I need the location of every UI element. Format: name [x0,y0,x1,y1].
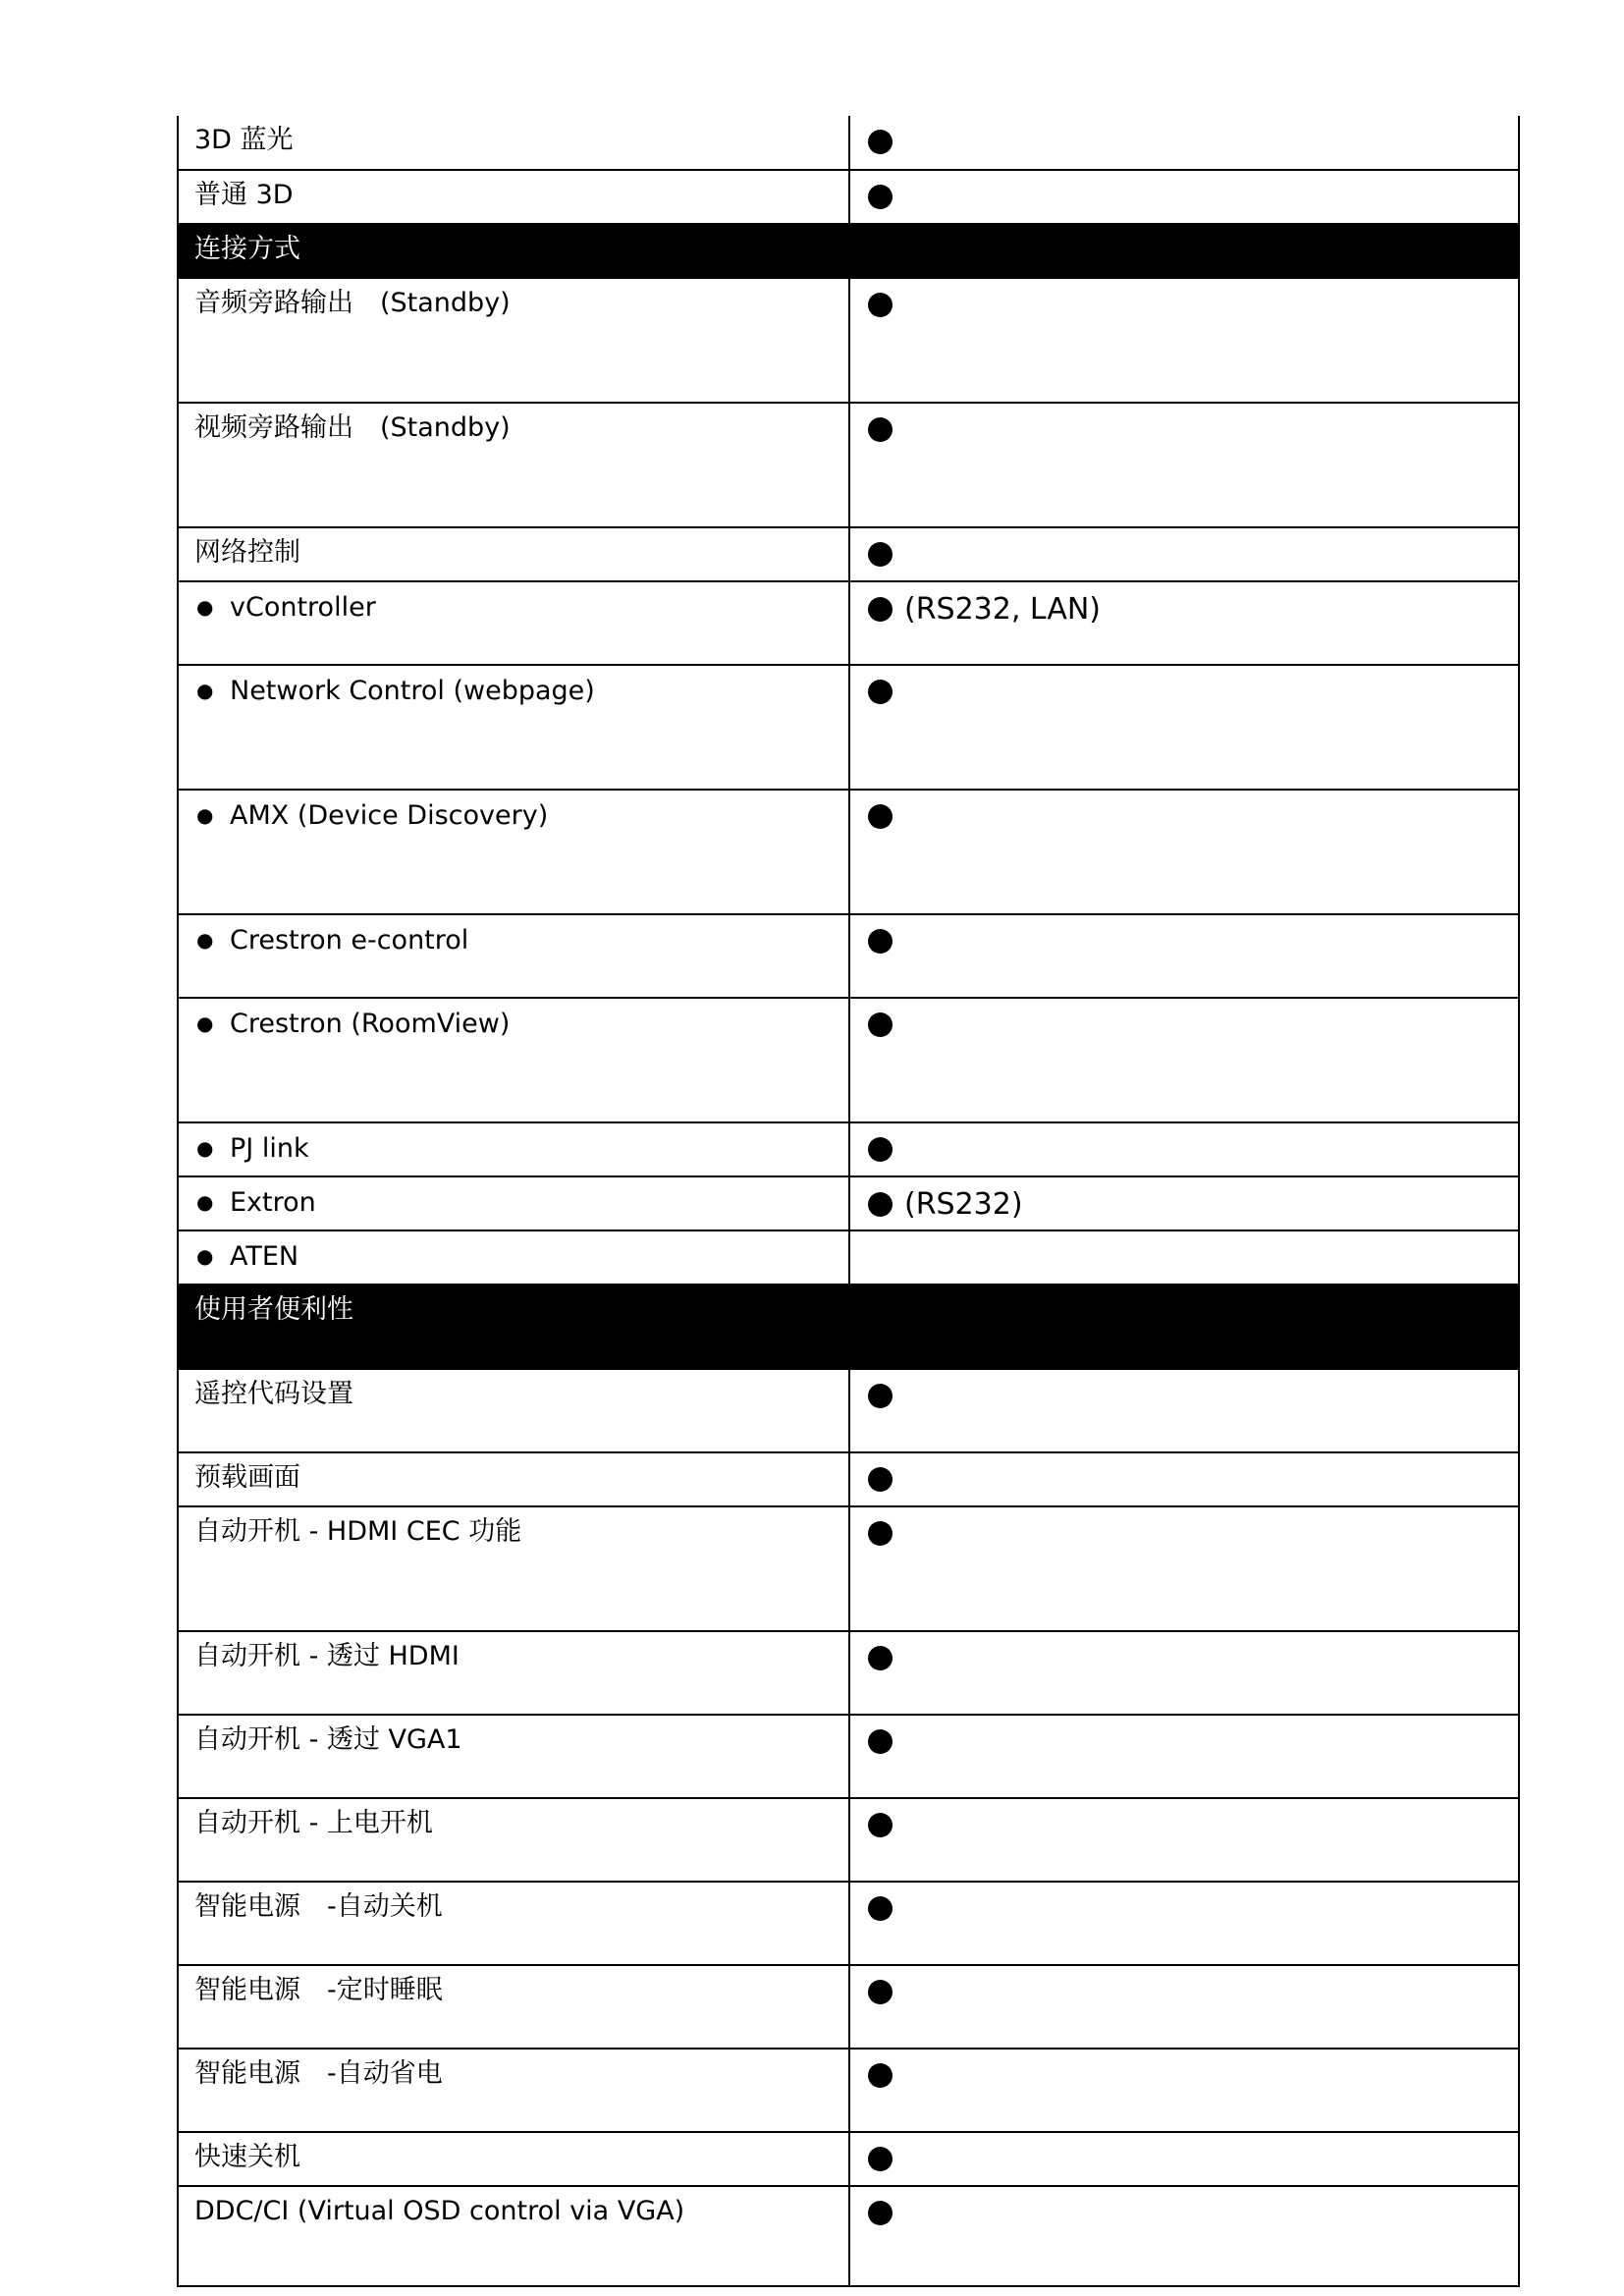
spec-row [178,1369,1519,1452]
filled-circle-icon [868,1137,893,1162]
feature-label-cell [178,2049,849,2132]
feature-support-cell [849,278,1519,403]
support-note: (RS232, LAN) [904,592,1101,627]
feature-label: AMX (Device Discovery) [230,800,549,831]
feature-support-cell [849,170,1519,224]
feature-support-cell [849,1369,1519,1452]
support-note: (RS232) [904,1187,1023,1222]
feature-label: DDC/CI (Virtual OSD control via VGA) [194,2196,685,2226]
section-header-row [178,224,1519,278]
feature-label: Extron [230,1187,316,1218]
feature-label-cell [178,665,849,790]
feature-label-cell [178,1631,849,1715]
spec-row [178,1506,1519,1631]
feature-label-cell [178,1798,849,1882]
filled-circle-icon [868,804,893,829]
spec-table-body [178,116,1519,2286]
feature-label: 智能电源 -自动关机 [194,1891,443,1922]
feature-label-cell [178,403,849,527]
feature-label: 自动开机 - 上电开机 [194,1808,433,1838]
spec-row [178,403,1519,527]
feature-label-cell [178,1882,849,1965]
feature-label-cell [178,1122,849,1176]
feature-support-cell [849,1230,1519,1285]
feature-support-cell [849,1176,1519,1230]
filled-circle-icon [868,185,893,209]
feature-support-cell [849,790,1519,914]
feature-support-cell [849,1506,1519,1631]
bullet-icon: ● [196,679,214,702]
feature-label: Network Control (webpage) [230,676,595,706]
filled-circle-icon [868,130,893,154]
feature-label-cell [178,1230,849,1285]
feature-label: Crestron (RoomView) [230,1009,511,1039]
feature-label: 自动开机 - HDMI CEC 功能 [194,1516,522,1547]
feature-label-cell [178,116,849,170]
filled-circle-icon [868,1467,893,1492]
feature-support-cell [849,1798,1519,1882]
feature-support-cell [849,2132,1519,2186]
feature-label-cell [178,527,849,581]
bullet-icon: ● [196,1011,214,1035]
spec-row [178,581,1519,665]
section-title: 使用者便利性 [178,1285,1519,1369]
feature-label: 遥控代码设置 [194,1379,353,1409]
feature-support-cell [849,527,1519,581]
spec-row [178,790,1519,914]
feature-label: 3D 蓝光 [194,125,294,155]
spec-row [178,998,1519,1122]
filled-circle-icon [868,1896,893,1921]
feature-label: Crestron e-control [230,925,469,956]
feature-support-cell [849,665,1519,790]
feature-label: PJ link [230,1133,309,1164]
feature-support-cell [849,998,1519,1122]
feature-support-cell [849,914,1519,998]
feature-label: 智能电源 -定时睡眠 [194,1975,443,2005]
spec-row [178,1715,1519,1798]
feature-support-cell [849,1882,1519,1965]
feature-label-cell [178,581,849,665]
feature-label: 音频旁路输出 (Standby) [194,288,511,318]
spec-row [178,1230,1519,1285]
feature-support-cell [849,2049,1519,2132]
spec-row [178,914,1519,998]
feature-label-cell [178,170,849,224]
feature-label-cell [178,1176,849,1230]
spec-row [178,2049,1519,2132]
spec-row [178,1965,1519,2049]
bullet-icon: ● [196,1136,214,1160]
feature-label: 网络控制 [194,537,300,568]
feature-support-cell [849,116,1519,170]
spec-row [178,665,1519,790]
spec-row [178,1798,1519,1882]
feature-support-cell [849,1122,1519,1176]
feature-support-cell [849,1965,1519,2049]
spec-row [178,1631,1519,1715]
spec-row [178,1176,1519,1230]
filled-circle-icon [868,1813,893,1837]
feature-label-cell [178,790,849,914]
feature-label: 快速关机 [194,2142,300,2172]
bullet-icon: ● [196,803,214,827]
filled-circle-icon [868,2063,893,2088]
feature-label-cell [178,998,849,1122]
spec-row [178,1122,1519,1176]
spec-row [178,2186,1519,2286]
spec-row [178,2132,1519,2186]
feature-label: 智能电源 -自动省电 [194,2058,443,2089]
filled-circle-icon [868,1384,893,1408]
feature-support-cell [849,1452,1519,1506]
feature-label-cell [178,1506,849,1631]
feature-label-cell [178,278,849,403]
feature-label-cell [178,1715,849,1798]
feature-support-cell [849,1715,1519,1798]
feature-label: 普通 3D [194,180,294,210]
bullet-icon: ● [196,1244,214,1268]
spec-row [178,170,1519,224]
feature-label: 预载画面 [194,1462,300,1493]
section-header-row [178,1285,1519,1369]
filled-circle-icon [868,2201,893,2225]
filled-circle-icon [868,1012,893,1037]
feature-label: 自动开机 - 透过 VGA1 [194,1724,462,1755]
spec-row [178,1452,1519,1506]
spec-row [178,527,1519,581]
filled-circle-icon [868,597,893,622]
filled-circle-icon [868,2147,893,2171]
feature-support-cell [849,581,1519,665]
feature-label-cell [178,1965,849,2049]
filled-circle-icon [868,1980,893,2004]
filled-circle-icon [868,417,893,442]
bullet-icon: ● [196,928,214,952]
spec-row [178,1882,1519,1965]
filled-circle-icon [868,1192,893,1217]
feature-label-cell [178,2186,849,2286]
feature-label: ATEN [230,1241,299,1272]
bullet-icon: ● [196,595,214,619]
spec-table [177,116,1520,2287]
feature-label-cell [178,1452,849,1506]
filled-circle-icon [868,929,893,954]
feature-label-cell [178,914,849,998]
feature-label-cell [178,2132,849,2186]
spec-row [178,278,1519,403]
filled-circle-icon [868,1646,893,1670]
feature-label-cell [178,1369,849,1452]
section-title: 连接方式 [178,224,1519,278]
bullet-icon: ● [196,1190,214,1214]
filled-circle-icon [868,680,893,704]
spec-row [178,116,1519,170]
feature-label: 自动开机 - 透过 HDMI [194,1641,460,1671]
feature-support-cell [849,403,1519,527]
filled-circle-icon [868,1729,893,1754]
feature-label: vController [230,592,376,623]
filled-circle-icon [868,1521,893,1546]
feature-label: 视频旁路输出 (Standby) [194,412,511,443]
feature-support-cell [849,1631,1519,1715]
feature-support-cell [849,2186,1519,2286]
filled-circle-icon [868,542,893,567]
filled-circle-icon [868,293,893,317]
